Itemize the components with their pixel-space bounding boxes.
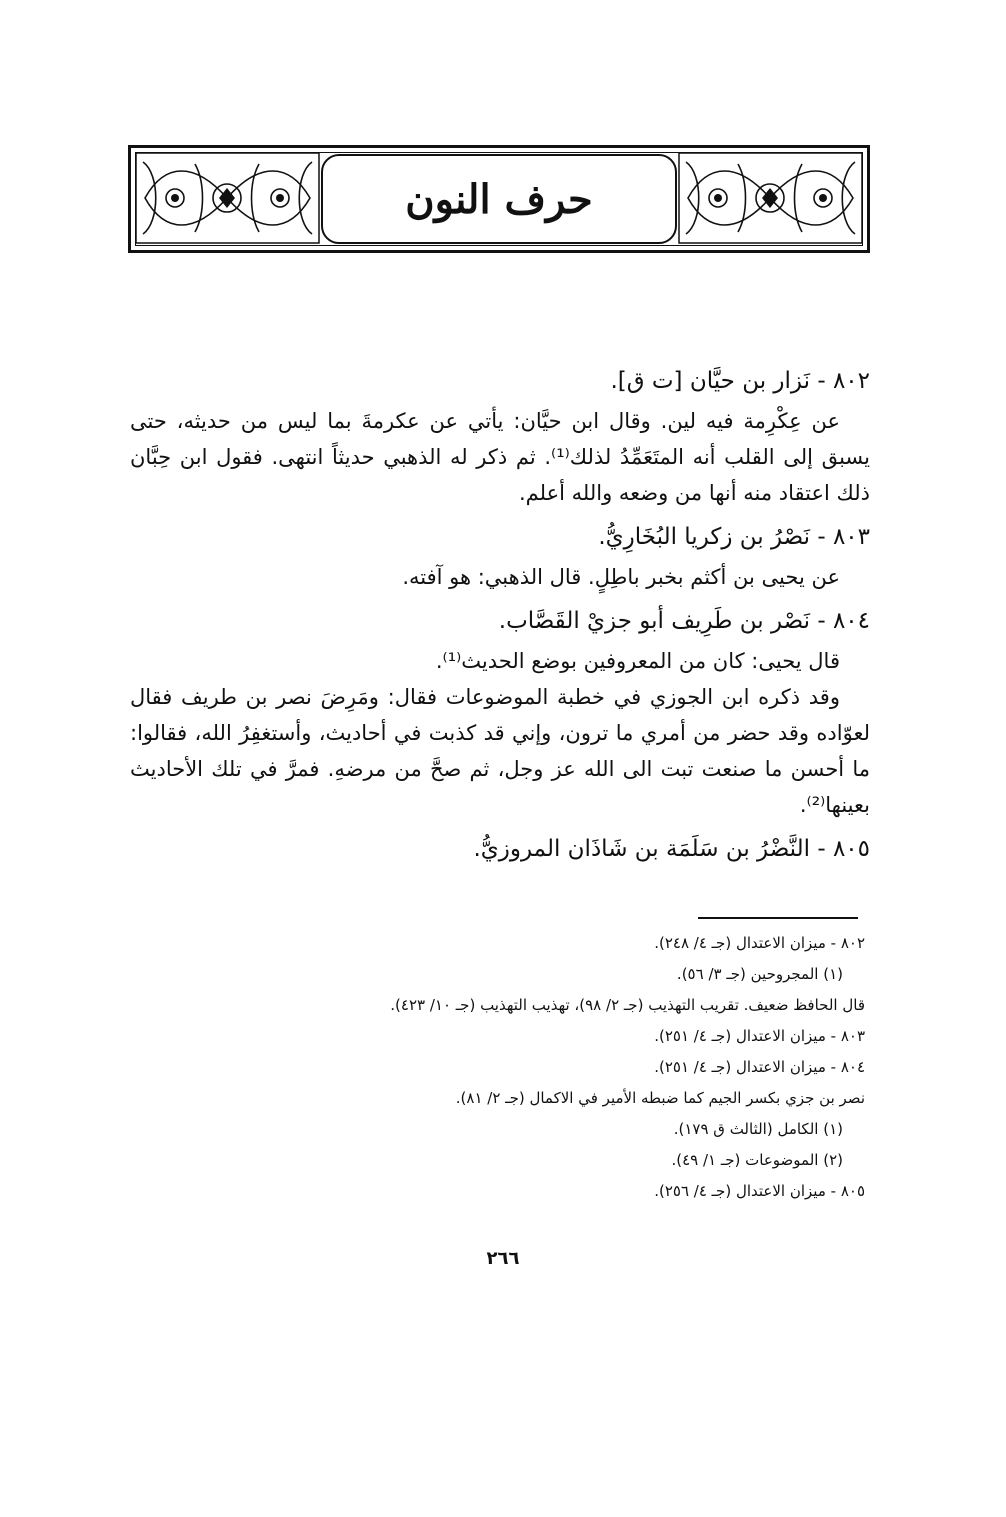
- entry-paragraph: عن يحيى بن أكثم بخبر باطِلٍ. قال الذهبي: هو آفته.: [402, 565, 840, 589]
- footnote: (٢) الموضوعات (جـ ١/ ٤٩).: [671, 1151, 843, 1169]
- footnote-divider: [698, 917, 858, 919]
- footnotes: [200, 928, 865, 1207]
- entry-heading: ٨٠٣ - نَصْرُ بن زكريا البُخَارِيُّ.: [598, 524, 870, 550]
- entry-paragraph: عن عِكْرِمة فيه لين. وقال ابن حيَّان: يأتي عن عكرمةَ بما ليس من حديثه، حتى يسبق إلى القلب أنه المتَعَمِّدُ لذلك⁽¹⁾. ثم ذكر له الذهبي حديثاً انتهى. فقول ابن حِبَّان ذلك اعتقاد منه أنها من وضعه والله أعلم.: [130, 409, 871, 505]
- footnote: ٨٠٢ - ميزان الاعتدال (جـ ٤/ ٢٤٨).: [654, 934, 865, 952]
- entry-heading: ٨٠٥ - النَّضْرُ بن سَلَمَة بن شَاذَان المروزيُّ.: [473, 836, 870, 862]
- chapter-title: حرف النون: [405, 175, 593, 223]
- page-number: ٢٦٦: [486, 1248, 520, 1269]
- entry-heading: ٨٠٢ - نَزار بن حيَّان [ت ق].: [610, 368, 870, 394]
- footnote: ٨٠٣ - ميزان الاعتدال (جـ ٤/ ٢٥١).: [654, 1027, 865, 1045]
- footnote: قال الحافظ ضعيف. تقريب التهذيب (جـ ٢/ ٩٨)، تهذيب التهذيب (جـ ١٠/ ٤٢٣).: [390, 996, 865, 1014]
- chapter-title-box: [321, 154, 677, 244]
- footnote: (١) الكامل (الثالث ق ١٧٩).: [673, 1120, 843, 1138]
- arabesque-ornament-icon: [135, 152, 320, 244]
- arabesque-ornament-icon: [678, 152, 863, 244]
- main-text: [130, 355, 870, 871]
- footnote: ٨٠٤ - ميزان الاعتدال (جـ ٤/ ٢٥١).: [654, 1058, 865, 1076]
- chapter-banner: [128, 145, 870, 253]
- footnote: نصر بن جزي بكسر الجيم كما ضبطه الأمير في الاكمال (جـ ٢/ ٨١).: [455, 1089, 865, 1107]
- footnote: ٨٠٥ - ميزان الاعتدال (جـ ٤/ ٢٥٦).: [654, 1182, 865, 1200]
- entry-heading: ٨٠٤ - نَصْر بن طَرِيف أبو جزيْ القَصَّاب.: [498, 608, 870, 634]
- footnote: (١) المجروحين (جـ ٣/ ٥٦).: [676, 965, 843, 983]
- entry-paragraph: وقد ذكره ابن الجوزي في خطبة الموضوعات فقال: ومَرِضَ نصر بن طريف فقال لعوّاده وقد حضر من أمري ما ترون، وإني قد كذبت في أحاديث، وأستغفِرُ الله، فقالوا: ما أحسن ما صنعت تبت الى الله عز وجل، ثم صحَّ من مرضهِ. فمرَّ في تلك الأحاديث بعينها⁽²⁾.: [130, 685, 870, 817]
- entry-paragraph: قال يحيى: كان من المعروفين بوضع الحديث⁽¹⁾.: [435, 649, 840, 673]
